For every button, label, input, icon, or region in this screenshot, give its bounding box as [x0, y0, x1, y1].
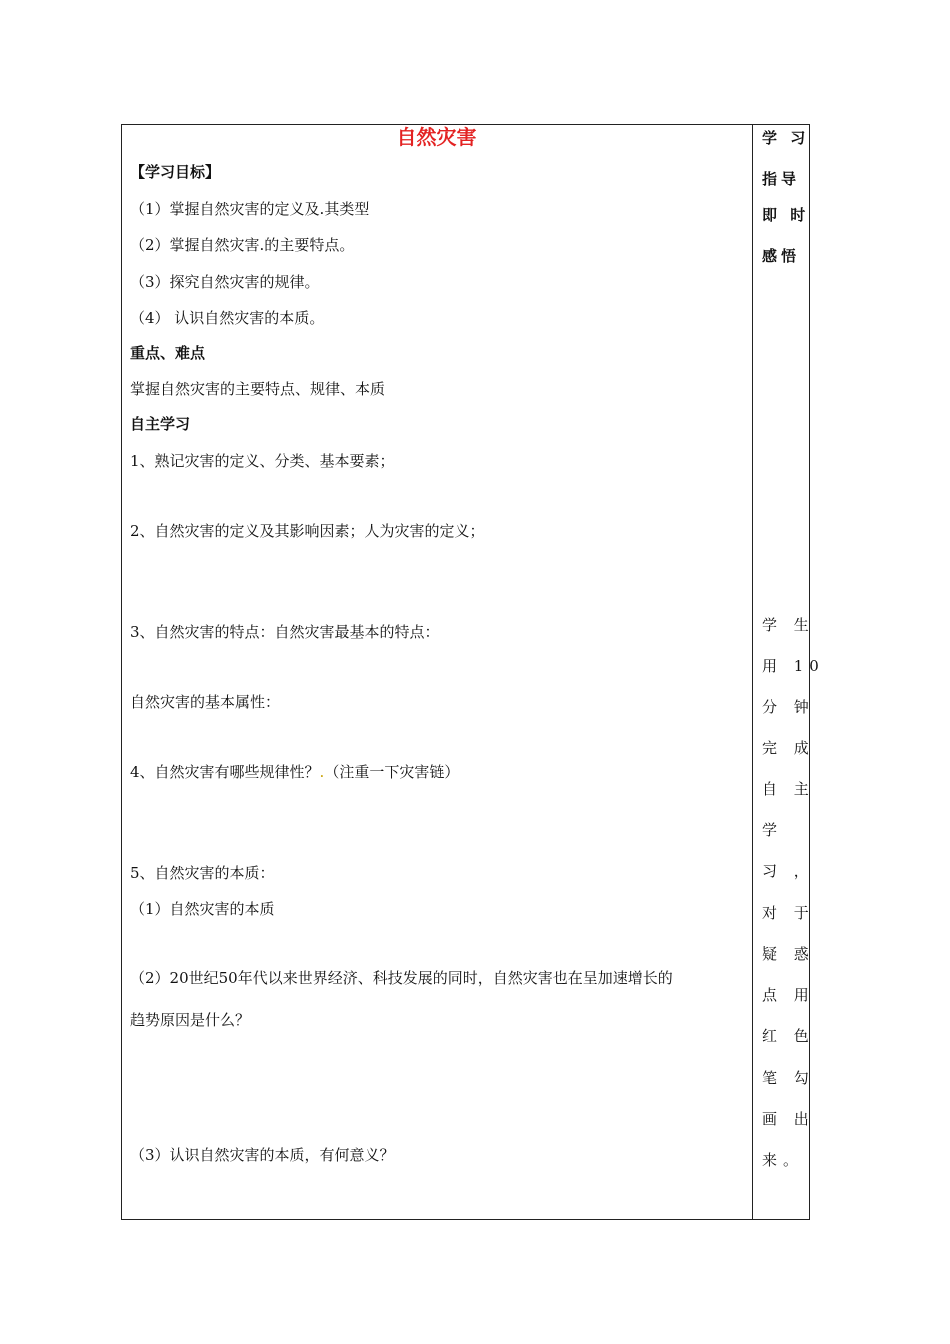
- sidebar-header-line: 学 习: [762, 129, 810, 147]
- sidebar-note-line: 疑 惑: [762, 945, 815, 963]
- question-1: 1、熟记灾害的定义、分类、基本要素；: [130, 452, 395, 470]
- sidebar-note-line: 自 主: [762, 780, 815, 798]
- question-3b: 自然灾害的基本属性：: [130, 693, 281, 711]
- sidebar-header-line: 指导: [762, 170, 801, 188]
- question-4-note: （注重一下灾害链）: [324, 763, 460, 781]
- sidebar-note-line: 笔 勾: [762, 1069, 815, 1087]
- question-5-3: （3）认识自然灾害的本质，有何意义？: [130, 1146, 395, 1164]
- sidebar-note-line: 习 ，: [762, 862, 815, 880]
- column-divider: [752, 124, 753, 1220]
- sidebar-note-line: 对 于: [762, 904, 815, 922]
- question-4-text: 4、自然灾害有哪些规律性？: [130, 763, 320, 781]
- question-4-dot: .: [319, 763, 325, 781]
- sidebar-note-line: 学 生: [762, 616, 815, 634]
- sidebar-note-line: 用 10: [762, 657, 825, 675]
- objective-item: （3）探究自然灾害的规律。: [130, 273, 320, 291]
- question-5-1: （1）自然灾害的本质: [130, 900, 275, 918]
- sidebar-note-line: 分 钟: [762, 698, 815, 716]
- question-3: 3、自然灾害的特点：自然灾害最基本的特点：: [130, 623, 440, 641]
- key-points-heading: 重点、难点: [130, 344, 206, 362]
- objective-item: （4） 认识自然灾害的本质。: [130, 309, 325, 327]
- sidebar-note-line: 来。: [762, 1151, 805, 1169]
- objectives-heading: 【学习目标】: [130, 163, 221, 181]
- sidebar-note-line: 点 用: [762, 986, 815, 1004]
- sidebar-note-line: 完 成: [762, 739, 815, 757]
- objective-item: （1）掌握自然灾害的定义及.其类型: [130, 200, 370, 218]
- sidebar-note-line: 画 出: [762, 1110, 815, 1128]
- sidebar-note-line: 学: [762, 821, 784, 839]
- question-2: 2、自然灾害的定义及其影响因素；人为灾害的定义；: [130, 522, 485, 540]
- question-4: [130, 762, 459, 782]
- sidebar-note-line: 红 色: [762, 1027, 815, 1045]
- sidebar-header-line: 感悟: [762, 247, 801, 265]
- sidebar-header-line: 即 时: [762, 206, 810, 224]
- question-5-2-cont: 趋势原因是什么？: [130, 1011, 251, 1029]
- objective-item: （2）掌握自然灾害.的主要特点。: [130, 236, 355, 254]
- self-study-heading: 自主学习: [130, 415, 191, 433]
- question-5: 5、自然灾害的本质：: [130, 864, 275, 882]
- question-5-2: （2）20世纪50年代以来世界经济、科技发展的同时，自然灾害也在呈加速增长的: [130, 969, 673, 987]
- key-points-text: 掌握自然灾害的主要特点、规律、本质: [130, 380, 386, 398]
- page-title: 自然灾害: [396, 125, 477, 149]
